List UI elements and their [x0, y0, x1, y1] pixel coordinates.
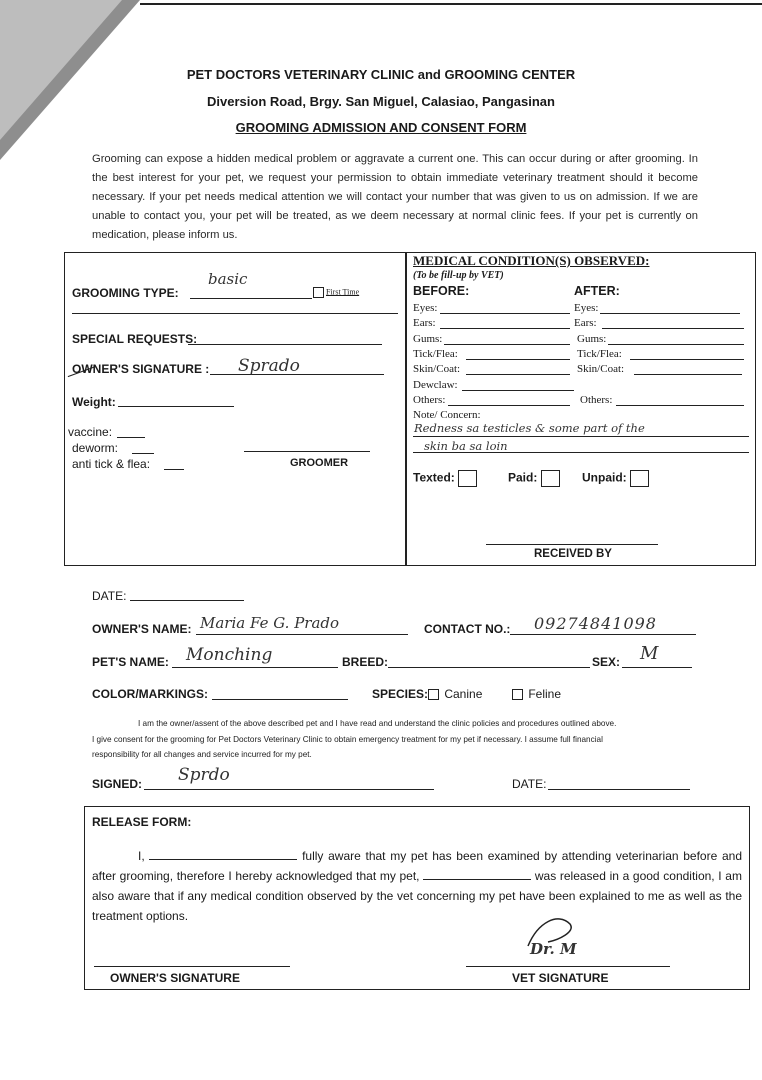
owner-name-label: OWNER'S NAME:	[92, 622, 192, 636]
release-owner-sig-label: OWNER'S SIGNATURE	[110, 971, 240, 985]
canine-label: Canine	[444, 687, 483, 701]
before-ears: Ears:	[413, 317, 436, 329]
grooming-type-extra-line	[72, 313, 398, 314]
deworm-line	[132, 453, 154, 454]
groomer-label: GROOMER	[290, 457, 349, 469]
after-label: AFTER:	[574, 284, 620, 298]
pet-name-line	[172, 667, 338, 668]
paid-field[interactable]	[508, 470, 560, 487]
after-eyes-line	[600, 313, 740, 314]
grooming-type-label: GROOMING TYPE:	[72, 286, 179, 300]
before-skincoat-line	[466, 374, 570, 375]
after-gums: Gums:	[577, 333, 607, 345]
first-time-checkbox[interactable]	[313, 287, 359, 298]
after-tickflea-line	[630, 359, 744, 360]
color-label: COLOR/MARKINGS:	[92, 687, 208, 701]
after-ears: Ears:	[574, 317, 597, 329]
note-rule-1	[413, 436, 749, 437]
clinic-address: Diversion Road, Brgy. San Miguel, Calasiao, Pangasinan	[207, 94, 555, 109]
after-others-line	[616, 405, 744, 406]
breed-line	[388, 667, 590, 668]
before-eyes: Eyes:	[413, 302, 438, 314]
release-text-b: was released in a good condition, I am also aware that if any medical condition observed by the vet concerning my pet have been explained to me as well as the treatment options.	[92, 869, 742, 923]
antitick-line	[164, 469, 184, 470]
vaccine-line	[117, 437, 145, 438]
after-others: Others:	[580, 394, 613, 406]
unpaid-checkbox[interactable]	[630, 470, 649, 487]
contact-label: CONTACT NO.:	[424, 622, 511, 636]
groomer-line	[244, 451, 370, 452]
received-by-line	[486, 544, 658, 545]
texted-field[interactable]	[413, 470, 477, 487]
pet-name-value[interactable]: Monching	[186, 645, 273, 665]
signed-label: SIGNED:	[92, 777, 143, 791]
after-gums-line	[608, 344, 744, 345]
date-line	[130, 600, 244, 601]
note-label: Note/ Concern:	[413, 409, 481, 421]
deworm-label: deworm:	[72, 441, 119, 455]
consent-line-3: responsibility for all changes and service incurred for my pet.	[92, 750, 312, 759]
antitick-label: anti tick & flea:	[72, 457, 151, 471]
species-label: SPECIES:	[372, 687, 429, 701]
consent-line-2: I give consent for the grooming for Pet Doctors Veterinary Clinic to obtain emergency treatment for my pet if necessary. I assume full financial	[92, 735, 603, 744]
weight-line	[118, 406, 234, 407]
consent-date-line	[548, 789, 690, 790]
after-tickflea: Tick/Flea:	[577, 348, 622, 360]
owner-name-value[interactable]: Maria Fe G. Prado	[200, 614, 340, 632]
medical-subtitle: (To be fill-up by VET)	[413, 270, 504, 281]
paid-checkbox[interactable]	[541, 470, 560, 487]
before-tickflea: Tick/Flea:	[413, 348, 458, 360]
owner-name-line	[196, 634, 408, 635]
grooming-type-line	[190, 298, 312, 299]
before-skincoat: Skin/Coat:	[413, 363, 461, 375]
special-requests-line	[188, 344, 382, 345]
canine-option[interactable]	[428, 687, 482, 701]
unpaid-field[interactable]	[582, 470, 649, 487]
breed-label: BREED:	[342, 655, 389, 669]
before-tickflea-line	[466, 359, 570, 360]
vet-signature-value[interactable]: Dr. M	[530, 940, 577, 958]
date-label: DATE:	[92, 589, 127, 603]
after-skincoat: Skin/Coat:	[577, 363, 625, 375]
release-owner-blank[interactable]	[149, 847, 297, 860]
special-requests-label: SPECIAL REQUESTS:	[72, 332, 198, 346]
before-gums-line	[444, 344, 570, 345]
signed-line	[144, 789, 434, 790]
grooming-type-value[interactable]: basic	[208, 270, 248, 288]
release-text-a: fully aware that my pet has been examined by attending veterinarian before and after grooming, therefore I hereby acknowledged that my pet,	[92, 849, 742, 883]
release-paragraph	[92, 846, 742, 926]
color-line	[212, 699, 348, 700]
sex-label: SEX:	[592, 655, 621, 669]
contact-value[interactable]: 09274841098	[534, 614, 657, 633]
release-pet-blank[interactable]	[423, 867, 531, 880]
note-line-2[interactable]: skin ba sa loin	[424, 439, 508, 453]
after-ears-line	[602, 328, 744, 329]
texted-checkbox[interactable]	[458, 470, 477, 487]
feline-option[interactable]	[512, 687, 561, 701]
before-dewclaw-line	[462, 390, 574, 391]
contact-line	[510, 634, 696, 635]
form-title: GROOMING ADMISSION AND CONSENT FORM	[235, 120, 527, 135]
first-time-label: First Time	[326, 287, 360, 297]
release-owner-sig-line	[94, 966, 290, 967]
before-eyes-line	[440, 313, 570, 314]
scan-top-edge	[140, 3, 762, 5]
before-gums: Gums:	[413, 333, 443, 345]
medical-title: MEDICAL CONDITION(S) OBSERVED:	[413, 253, 650, 268]
canine-checkbox[interactable]	[428, 689, 439, 700]
pet-name-label: PET'S NAME:	[92, 655, 169, 669]
before-label: BEFORE:	[413, 284, 470, 298]
after-eyes: Eyes:	[574, 302, 599, 314]
intro-paragraph: Grooming can expose a hidden medical problem or aggravate a current one. This can occur during or after grooming. In the best interest for your pet, we request your permission to obtain immediate veterinary treatment should it become necessary. If your pet needs medical attention we will contact your number that was given to us on admission. If we are unable to contact you, your pet will be treated, as we deem necessary at normal clinic fees. If your pet is currently on medication, please inform us.	[92, 153, 698, 241]
before-others: Others:	[413, 394, 446, 406]
release-title: RELEASE FORM:	[92, 815, 192, 829]
before-ears-line	[440, 328, 570, 329]
owner-signature-label: OWNER'S SIGNATURE :	[72, 362, 210, 376]
release-i: I,	[138, 849, 145, 863]
sex-value[interactable]: M	[640, 643, 659, 664]
release-vet-sig-line	[466, 966, 670, 967]
first-time-box[interactable]	[313, 287, 324, 298]
vet-signature-scribble	[518, 912, 578, 952]
weight-label: Weight:	[72, 395, 116, 409]
clinic-name: PET DOCTORS VETERINARY CLINIC and GROOMING CENTER	[186, 67, 576, 82]
consent-line-1: I am the owner/assent of the above described pet and I have read and understand the clinic policies and procedures outlined above.	[138, 719, 617, 728]
after-skincoat-line	[634, 374, 742, 375]
unpaid-label: Unpaid:	[582, 470, 627, 485]
texted-label: Texted:	[413, 470, 455, 485]
sex-line	[622, 667, 692, 668]
owner-signature-value[interactable]: Sprado	[238, 356, 300, 376]
note-line-1[interactable]: Redness sa testicles & some part of the	[414, 421, 645, 435]
feline-label: Feline	[528, 687, 562, 701]
feline-checkbox[interactable]	[512, 689, 523, 700]
release-vet-sig-label: VET SIGNATURE	[512, 971, 609, 985]
paid-label: Paid:	[508, 470, 538, 485]
before-dewclaw: Dewclaw:	[413, 379, 458, 391]
signed-value[interactable]: Sprdo	[178, 765, 230, 785]
note-rule-2	[413, 452, 749, 453]
received-by-label: RECEIVED BY	[534, 548, 612, 560]
vaccine-label: vaccine:	[68, 425, 113, 439]
before-others-line	[448, 405, 570, 406]
consent-date-label: DATE:	[512, 777, 547, 791]
